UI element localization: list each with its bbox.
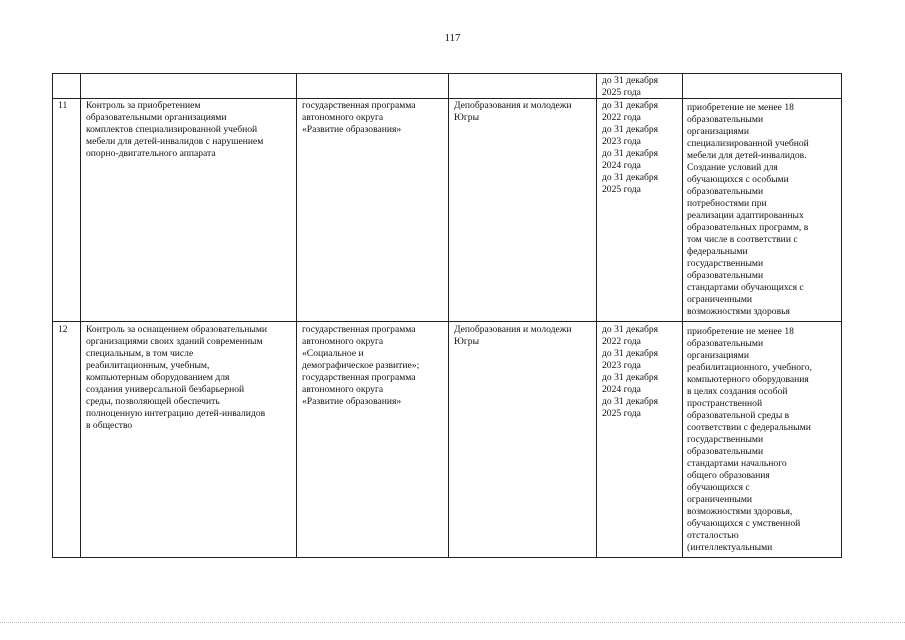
- scan-artifact-line: [0, 622, 905, 623]
- column-divider: [448, 74, 449, 557]
- row-divider: [53, 98, 841, 99]
- measures-table: [52, 73, 842, 558]
- executor-text: Депобразования и молодежи Югры: [454, 100, 572, 123]
- result-text: приобретение не менее 18 образовательными организациями специализированной учебной мебели для детей-инвалидов. Создание условий для обучающихся с особыми образовательными потребностями при реализации адаптированных образовательных программ, в том числе в соответствии с федеральными государственными образовательными стандартами обучающихся с ограниченными возможностями здоровья: [687, 102, 809, 317]
- row-number: 11: [58, 100, 68, 111]
- terms-text: до 31 декабря 2022 года до 31 декабря 2023 года до 31 декабря 2024 года до 31 декабря 2025 года: [602, 100, 659, 195]
- measure-text: Контроль за оснащением образовательными организациями своих зданий современным специальным, в том числе реабилитационным, учебным, компьютерным оборудованием для создания универсальной безбарьерной среды, позволяющей обеспечить полноценную интеграцию детей-инвалидов в общество: [86, 324, 268, 431]
- terms-text: до 31 декабря 2022 года до 31 декабря 2023 года до 31 декабря 2024 года до 31 декабря 2025 года: [602, 324, 659, 419]
- program-text: государственная программа автономного округа «Развитие образования»: [302, 100, 416, 135]
- row-divider: [53, 321, 841, 322]
- column-divider: [80, 74, 81, 557]
- column-divider: [596, 74, 597, 557]
- row-number: 12: [58, 324, 68, 335]
- result-text: приобретение не менее 18 образовательными организациями реабилитационного, учебного, компьютерного оборудования в целях создания особой пространственной образовательной среды в соответствии с федеральными государственными образовательными стандартами начального общего образования обучающихся с ограниченными возможностями здоровья, обучающихся с умственной отсталостью (интеллектуальными: [687, 326, 812, 553]
- column-divider: [296, 74, 297, 557]
- page-number: 117: [444, 32, 461, 44]
- continued-term: до 31 декабря 2025 года: [602, 75, 659, 98]
- measure-text: Контроль за приобретением образовательными организациями комплектов специализированной учебной мебели для детей-инвалидов с нарушением опорно-двигательного аппарата: [86, 100, 264, 159]
- program-text: государственная программа автономного округа «Социальное и демографическое развитие»; государственная программа автономного округа «Развитие образования»: [302, 324, 420, 407]
- column-divider: [682, 74, 683, 557]
- executor-text: Депобразования и молодежи Югры: [454, 324, 572, 347]
